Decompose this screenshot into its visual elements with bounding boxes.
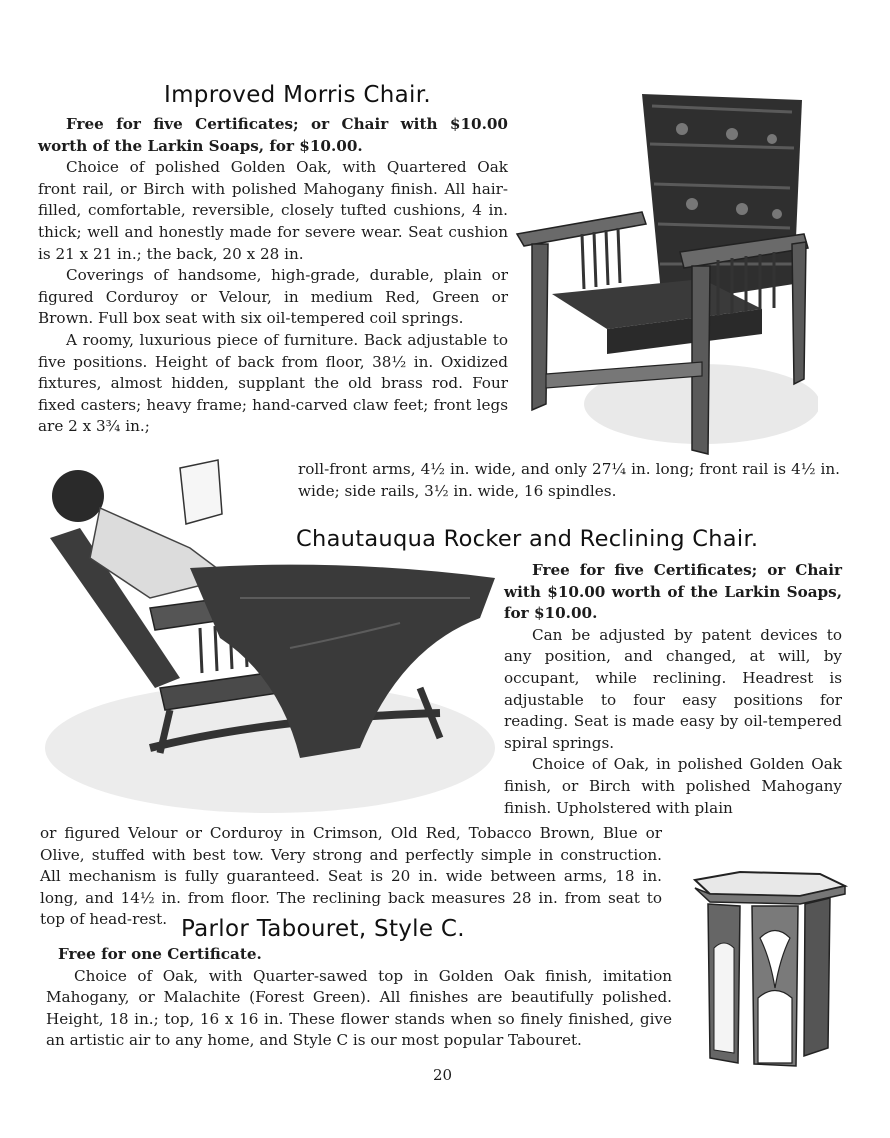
morris-chair-paragraph-1: Choice of polished Golden Oak, with Quartered Oak front rail, or Birch with polished Mahogany finish. All hair-filled, comfortable, reversible, closely tufted cushions, 4 in. thick; well and honestly made for severe wear. Seat cushion is 21 x 21 in.; the back, 20 x 28 in. — [38, 158, 508, 263]
chautauqua-chair-text — [504, 560, 842, 819]
tabouret-title: Parlor Tabouret, Style C. — [181, 916, 465, 942]
chautauqua-chair-paragraph-2-continued: or figured Velour or Corduroy in Crimson, Old Red, Tobacco Brown, Blue or Olive, stuffed with best tow. Very strong and perfectly simple in construction. All mechanism is fully guaranteed. Seat is 20 in. wide between arms, 18 in. long, and 14½ in. from floor. The reclining back measures 28 in. from seat to top of head-rest. — [40, 824, 662, 929]
chautauqua-chair-paragraph-2: Choice of Oak, in polished Golden Oak finish, or Birch with polished Mahogany finish. Upholstered with plain — [504, 755, 842, 817]
morris-chair-offer: Free for five Certificates; or Chair with $10.00 worth of the Larkin Soaps, for $10.00. — [38, 115, 508, 155]
tabouret-paragraph-1: Choice of Oak, with Quarter-sawed top in Golden Oak finish, imitation Mahogany, or Malachite (Forest Green). All finishes are beautifully polished. Height, 18 in.; top, 16 x 16 in. These flower stands when so finely finished, give an artistic air to any home, and Style C is our most popular Tabouret. — [46, 966, 672, 1050]
morris-chair-paragraph-2: Coverings of handsome, high-grade, durable, plain or figured Corduroy or Velour, in medium Red, Green or Brown. Full box seat with six oil-tempered coil springs. — [38, 266, 508, 328]
page-number: 20 — [433, 1066, 453, 1084]
morris-chair-text — [38, 114, 508, 438]
morris-chair-paragraph-3-continued: roll-front arms, 4½ in. wide, and only 27¼ in. long; front rail is 4½ in. wide; side rails, 3½ in. wide, 16 spindles. — [298, 460, 840, 500]
chautauqua-chair-paragraph-1: Can be adjusted by patent devices to any position, and changed, at will, by occupant, while reclining. Headrest is adjustable to four easy positions for reading. Seat is made easy by oil-tempered spiral springs. — [504, 625, 842, 752]
chautauqua-chair-title: Chautauqua Rocker and Reclining Chair. — [296, 526, 759, 552]
tabouret-text — [46, 944, 672, 1052]
chautauqua-chair-offer: Free for five Certificates; or Chair with $10.00 worth of the Larkin Soaps, for $10.00. — [504, 561, 842, 623]
morris-chair-title: Improved Morris Chair. — [164, 82, 431, 108]
morris-chair-illustration — [512, 84, 818, 460]
reclining-chair-illustration — [40, 448, 500, 818]
tabouret-offer: Free for one Certificate. — [58, 945, 262, 963]
morris-chair-paragraph-3: A roomy, luxurious piece of furniture. Back adjustable to five positions. Height of back from floor, 38½ in. Oxidized fixtures, almost hidden, supplant the old brass rod. Four fixed casters; heavy frame; hand-carved claw feet; front legs are 2 x 3¾ in.; — [38, 330, 508, 436]
tabouret-illustration — [680, 868, 850, 1068]
chautauqua-chair-text-continued — [40, 823, 662, 931]
